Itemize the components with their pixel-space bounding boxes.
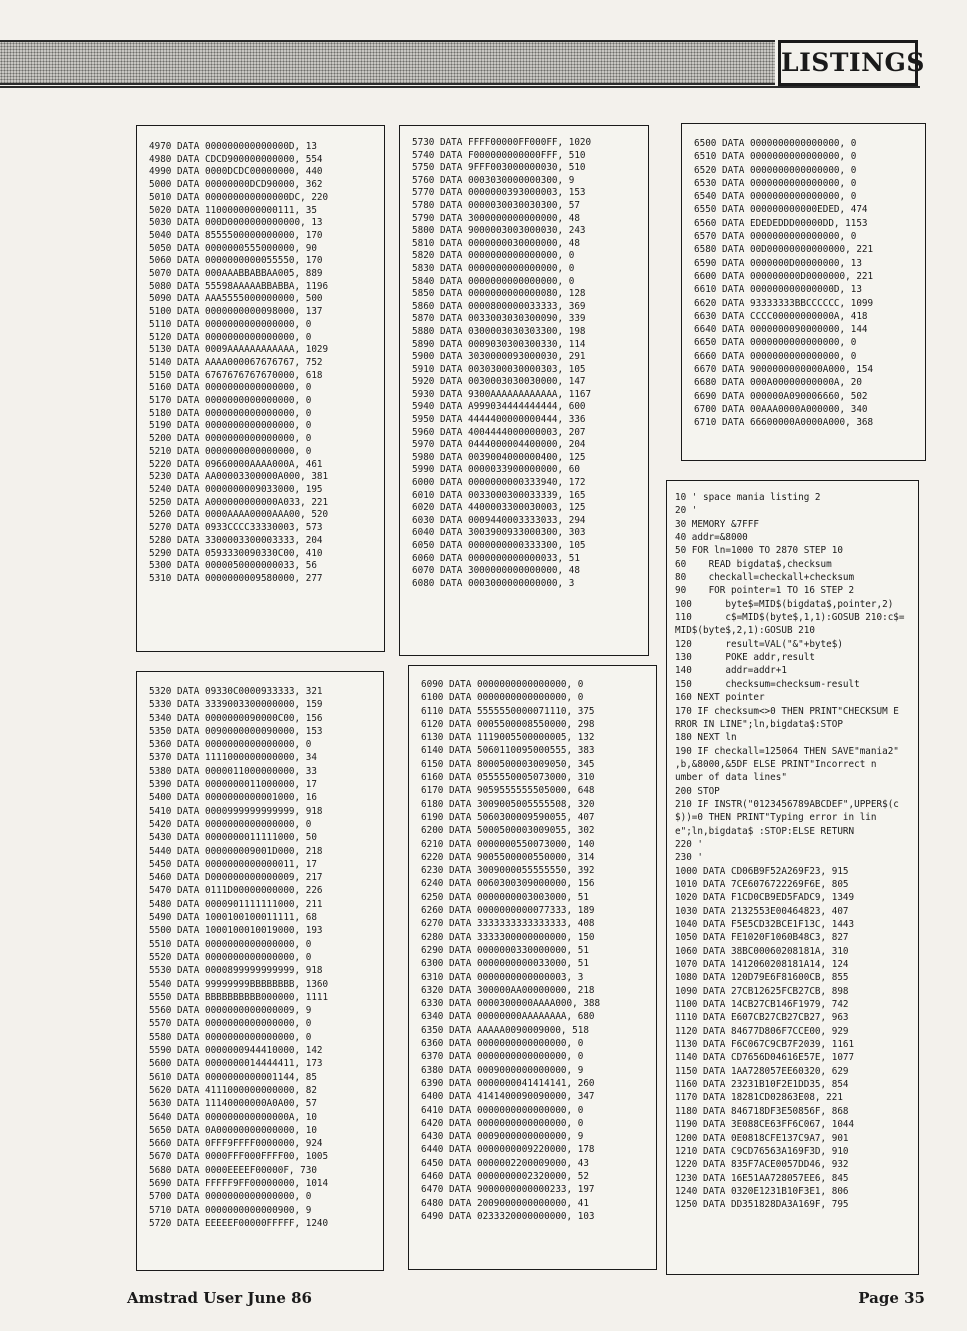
code-line: 5170 DATA 0000000000000000, 0 [149,395,312,407]
code-line: 5460 DATA D000000000000009, 217 [149,872,323,884]
section-label: LISTINGS [778,40,918,86]
code-line: 5670 DATA 0000FFF000FFFF00, 1005 [149,1151,329,1163]
listing-panel-col1-top [136,125,385,652]
code-line: 6670 DATA 9000000000000A000, 154 [694,364,874,376]
code-line: 6500 DATA 0000000000000000, 0 [694,138,857,149]
code-line: 6030 DATA 0009440003333033, 294 [412,514,586,526]
footer-magazine-title: Amstrad User June 86 [127,1289,312,1307]
code-line: 5950 DATA 4444400000000444, 336 [412,414,586,426]
code-line: 5630 DATA 11140000000A0A00, 57 [149,1098,317,1110]
code-line: 6630 DATA CCCC00000000000A, 418 [694,310,868,322]
code-line: 6350 DATA AAAAA0090009000, 518 [421,1024,589,1036]
code-line: 5770 DATA 0000000393000003, 153 [412,187,586,199]
code-line: e";ln,bigdata$ :STOP:ELSE RETURN [675,825,855,837]
code-line: 1020 DATA F1CD0CB9ED5FADC9, 1349 [675,892,855,904]
code-line: MID$(byte$,2,1):GOSUB 210 [675,625,815,637]
header-rule [0,86,920,88]
code-line: 6460 DATA 0000000002320000, 52 [421,1170,589,1182]
code-line: 5890 DATA 0009030300300330, 114 [412,338,586,350]
code-line: 5820 DATA 0000000000000000, 0 [412,250,575,262]
code-line: 5490 DATA 1000100100011111, 68 [149,912,317,924]
code-line: 5640 DATA 000000000000000A, 10 [149,1111,317,1123]
listing-panel-col3-top [681,123,926,461]
code-line: 5280 DATA 3300003300003333, 204 [149,534,323,546]
code-line: 5350 DATA 0090000000090000, 153 [149,725,323,737]
code-line: 1100 DATA 14CB27CB146F1979, 742 [675,999,849,1011]
code-line: 5520 DATA 0000000000000000, 0 [149,951,312,963]
code-line: 80 checkall=checkall+checksum [675,572,855,584]
code-line: 6040 DATA 3003900933000300, 303 [412,527,586,539]
listing-panel-col1-bottom [136,671,384,1271]
code-line: 180 NEXT ln [675,732,737,744]
code-line: 6440 DATA 0000000009220000, 178 [421,1144,595,1156]
code-line: 5880 DATA 0300003030303300, 198 [412,325,586,337]
code-line: 5070 DATA 000AAABBABBAA005, 889 [149,268,323,280]
code-line: 6280 DATA 3333300000000000, 150 [421,931,595,943]
code-line: 1090 DATA 27CB12625FCB27CB, 898 [675,985,849,997]
code-line: 5900 DATA 3030000093000030, 291 [412,351,586,363]
code-line: 5570 DATA 0000000000000000, 0 [149,1018,312,1030]
code-line: 5910 DATA 0030300030000303, 105 [412,363,586,375]
code-line: 6520 DATA 0000000000000000, 0 [694,164,857,176]
code-line: 6220 DATA 9005500000550000, 314 [421,851,595,863]
code-line: 5530 DATA 0000899999999999, 918 [149,965,323,977]
code-line: 1170 DATA 18281CD02863E08, 221 [675,1092,843,1104]
code-line: 6340 DATA 00000000AAAAAAAA, 680 [421,1011,595,1023]
header-pattern-bar [0,40,775,85]
code-line: 20 ' [675,505,698,517]
code-line: 6180 DATA 3009005005555508, 320 [421,798,595,810]
code-line: 5980 DATA 0039004000000400, 125 [412,451,586,463]
code-line: 230 ' [675,852,703,864]
code-line: umber of data lines" [675,772,787,784]
code-line: 40 addr=&8000 [675,532,748,544]
code-line: 4980 DATA CDCD900000000000, 554 [149,153,323,165]
code-line: 5130 DATA 0009AAAAAAAAAAAA, 1029 [149,344,329,356]
code-line: 4990 DATA 0000DCDC00000000, 440 [149,166,323,178]
code-line: 1070 DATA 1412060208181A14, 124 [675,959,849,971]
code-line: 5810 DATA 0000000030000000, 48 [412,237,580,249]
code-line: 50 FOR ln=1000 TO 2870 STEP 10 [675,545,843,557]
code-line: 5780 DATA 0000030030030300, 57 [412,199,580,211]
code-line: 5960 DATA 4004444000000003, 207 [412,426,586,438]
code-line: 5590 DATA 0000000944410000, 142 [149,1045,323,1057]
code-line: 5030 DATA 000D0000000000000, 13 [149,217,323,229]
code-line: 130 POKE addr,result [675,652,815,664]
code-line: 5180 DATA 0000000000000000, 0 [149,407,312,419]
code-line: 5800 DATA 9000003003000030, 243 [412,225,586,237]
code-line: 5790 DATA 3000000000000000, 48 [412,212,580,224]
code-line: 5690 DATA FFFFF9FF00000000, 1014 [149,1177,329,1189]
code-line: 6590 DATA 0000000D00000000, 13 [694,257,862,269]
code-line: 6410 DATA 0000000000000000, 0 [421,1104,584,1116]
code-line: 5760 DATA 0003030000000300, 9 [412,174,575,186]
code-line: 5710 DATA 0000000000000900, 9 [149,1204,312,1216]
code-line: 5300 DATA 0000050000000033, 56 [149,560,317,572]
code-line: 5100 DATA 0000000000098000, 137 [149,306,323,318]
code-line: 6260 DATA 0000000000077333, 189 [421,905,595,917]
code-line: 140 addr=addr+1 [675,665,787,677]
code-line: 5040 DATA 8555500000000000, 170 [149,229,323,241]
code-line: 6420 DATA 0000000000000000, 0 [421,1117,584,1129]
code-line: 6240 DATA 0060300309000000, 156 [421,878,595,890]
code-line: 1150 DATA 1AA728057EE60320, 629 [675,1065,849,1077]
code-line: 30 MEMORY &7FFF [675,518,759,530]
code-line: 10 ' space mania listing 2 [675,492,821,503]
code-line: 1120 DATA 84677D806F7CCE00, 929 [675,1025,849,1037]
code-line: 6570 DATA 0000000000000000, 0 [694,231,857,243]
code-line: 150 checksum=checksum-result [675,678,860,690]
code-line: 160 NEXT pointer [675,692,765,704]
code-line: 5480 DATA 0000901111111000, 211 [149,898,323,910]
code-line: 6000 DATA 0000000000333940, 172 [412,477,586,489]
code-line: 4970 DATA 000000000000000D, 13 [149,141,317,152]
code-line: 6560 DATA EDEDEDDD00000DD, 1153 [694,217,868,229]
code-line: 5650 DATA 0A00000000000000, 10 [149,1124,317,1136]
code-line: 5360 DATA 0000000000000000, 0 [149,739,312,751]
code-line: 6090 DATA 0000000000000000, 0 [421,679,584,690]
code-line: 1210 DATA C9CD76563A169F3D, 910 [675,1145,849,1157]
code-line: 5410 DATA 0000999999999999, 918 [149,805,323,817]
code-line: 6710 DATA 66600000A0000A000, 368 [694,417,874,429]
code-line: 5680 DATA 0000EEEEF00000F, 730 [149,1164,317,1176]
code-line: 190 IF checkall=125064 THEN SAVE"mania2" [675,745,899,757]
code-line: 120 result=VAL("&"+byte$) [675,638,843,650]
code-line: 5020 DATA 1100000000000111, 35 [149,204,317,216]
code-line: 170 IF checksum<>0 THEN PRINT"CHECKSUM E [675,705,899,717]
code-line: 5470 DATA 0111D00000000000, 226 [149,885,323,897]
code-line: ,b,&8000,&5DF ELSE PRINT"Incorrect n [675,758,877,770]
footer-page-number: Page 35 [858,1289,925,1307]
code-line: 1010 DATA 7CE6076722269F6E, 805 [675,878,849,890]
code-line: 5940 DATA A999034444444444, 600 [412,401,586,413]
code-line: $))=0 THEN PRINT"Typing error in lin [675,812,877,824]
code-line: 6660 DATA 0000000000000000, 0 [694,350,857,362]
code-line: 1220 DATA 835F7ACE0057DD46, 932 [675,1159,849,1171]
code-line: 60 READ bigdata$,checksum [675,558,832,570]
code-line: 1000 DATA CD06B9F52A269F23, 915 [675,865,849,877]
code-line: 1140 DATA CD7656D04616E57E, 1077 [675,1052,855,1064]
code-line: 5210 DATA 0000000000000000, 0 [149,445,312,457]
code-line: 5860 DATA 0000800000033333, 369 [412,300,586,312]
code-line: 6390 DATA 0000000041414141, 260 [421,1077,595,1089]
code-line: 6470 DATA 9000000000000233, 197 [421,1184,595,1196]
code-line: 5190 DATA 0000000000000000, 0 [149,420,312,432]
code-line: 5340 DATA 0000000090000C00, 156 [149,712,323,724]
code-line: 6680 DATA 000A00000000000A, 20 [694,377,862,389]
code-line: 6210 DATA 0000000550073000, 140 [421,838,595,850]
code-line: 6580 DATA 00D00000000000000, 221 [694,244,874,256]
code-line: 1080 DATA 120D79E6F81600CB, 855 [675,972,849,984]
code-line: 5330 DATA 3339003300000000, 159 [149,699,323,711]
code-line: 5740 DATA F000000000000FFF, 510 [412,149,586,161]
code-line: 1030 DATA 2132553E00464823, 407 [675,905,849,917]
code-line: 6400 DATA 4141400090090000, 347 [421,1091,595,1103]
code-line: 5700 DATA 0000000000000000, 0 [149,1191,312,1203]
code-line: 5370 DATA 1111000000000000, 34 [149,752,317,764]
code-line: 5450 DATA 0000000000000011, 17 [149,858,317,870]
code-line: 6380 DATA 0009000000000000, 9 [421,1064,584,1076]
code-line: 1240 DATA 0320E1231B10F3E1, 806 [675,1185,849,1197]
code-line: 1040 DATA F5E5CD32BCE1F13C, 1443 [675,919,855,930]
code-line: 5000 DATA 00000000DCD90000, 362 [149,179,323,191]
code-line: 5290 DATA 0593330090330C00, 410 [149,547,323,559]
code-line: 5120 DATA 0000000000000000, 0 [149,331,312,343]
code-line: 6060 DATA 0000000000000033, 51 [412,552,580,564]
code-line: 5250 DATA A000000000000A033, 221 [149,496,329,508]
code-line: 6250 DATA 0000000003003000, 51 [421,891,589,903]
code-line: 5240 DATA 0000000009033000, 195 [149,483,323,495]
code-line: 5050 DATA 0000000555000000, 90 [149,242,317,254]
code-line: 1200 DATA 0E0818CFE137C9A7, 901 [675,1132,849,1144]
code-line: 5580 DATA 0000000000000000, 0 [149,1031,312,1043]
code-line: 5540 DATA 99999999BBBBBBBB, 1360 [149,978,329,990]
code-line: 5080 DATA 55598AAAAABBABBA, 1196 [149,280,329,292]
code-line: 6370 DATA 0000000000000000, 0 [421,1051,584,1063]
code-line: 5930 DATA 9300AAAAAAAAAAAA, 1167 [412,388,592,400]
code-line: 5830 DATA 0000000000000000, 0 [412,262,575,274]
listing-panel-col2-top [399,125,649,656]
code-line: 6300 DATA 0000000000033000, 51 [421,958,589,970]
code-line: 5150 DATA 6767676767670000, 618 [149,369,323,381]
code-line: 6540 DATA 0000000000000000, 0 [694,191,857,203]
code-line: 5620 DATA 4111000000000000, 82 [149,1084,317,1096]
code-line: 5160 DATA 0000000000000000, 0 [149,382,312,394]
code-line: 5140 DATA AAAA000067676767, 752 [149,356,323,368]
code-line: 5600 DATA 0000000014444411, 173 [149,1058,323,1070]
code-line: 6330 DATA 0000300000AAAA000, 388 [421,998,601,1010]
code-line: 6620 DATA 93333333BBCCCCCC, 1099 [694,297,874,309]
code-line: 5430 DATA 0000000011111000, 50 [149,832,317,844]
code-line: 6120 DATA 0005500008550000, 298 [421,718,595,730]
code-line: 5870 DATA 0033003030300090, 339 [412,313,586,325]
code-line: 5840 DATA 0000000000000000, 0 [412,275,575,287]
code-line: 6010 DATA 0033000300033339, 165 [412,489,586,501]
code-line: 6550 DATA 000000000000EDED, 474 [694,204,868,216]
code-line: 220 ' [675,838,703,850]
code-line: 5420 DATA 0000000000000000, 0 [149,818,312,830]
code-line: 5610 DATA 0000000000001144, 85 [149,1071,317,1083]
code-line: 6160 DATA 0555550005073000, 310 [421,772,595,784]
code-line: 6650 DATA 0000000000000000, 0 [694,337,857,349]
code-line: 5400 DATA 0000000000001000, 16 [149,792,317,804]
code-line: 5970 DATA 0444000004400000, 204 [412,439,586,451]
code-line: 5270 DATA 0933CCCC33330003, 573 [149,522,323,534]
code-line: 1050 DATA FE1020F1060B48C3, 827 [675,932,849,944]
code-line: 6510 DATA 0000000000000000, 0 [694,151,857,163]
code-line: 5550 DATA BBBBBBBBBB000000, 1111 [149,991,329,1003]
code-line: 210 IF INSTR("0123456789ABCDEF",UPPER$(c [675,798,899,810]
code-line: 6530 DATA 0000000000000000, 0 [694,177,857,189]
code-line: 5110 DATA 0000000000000000, 0 [149,318,312,330]
code-line: 6150 DATA 8000500003009050, 345 [421,758,595,770]
code-line: 5310 DATA 0000000009580000, 277 [149,572,323,584]
code-line: 6480 DATA 2009000000000000, 41 [421,1197,589,1209]
code-line: 6130 DATA 1119005500000005, 132 [421,732,595,744]
code-line: 6190 DATA 5060300009590055, 407 [421,811,595,823]
code-line: 6610 DATA 000000000000000D, 13 [694,284,862,296]
code-line: 5750 DATA 9FFF003000000030, 510 [412,162,586,174]
code-line: 6700 DATA 00AAA0000A000000, 340 [694,403,868,415]
listing-panel-col2-bottom [408,665,657,1270]
code-line: 1060 DATA 38BC00060208181A, 310 [675,945,849,957]
code-line: 5380 DATA 0000011000000000, 33 [149,765,317,777]
code-line: 6110 DATA 5555550000071110, 375 [421,705,595,717]
code-line: 5010 DATA 000000000000000DC, 220 [149,191,329,203]
code-line: 5260 DATA 0000AAAA0000AAA00, 520 [149,509,329,521]
code-line: 5510 DATA 0000000000000000, 0 [149,938,312,950]
code-line: 6640 DATA 0000000090000000, 144 [694,324,868,336]
code-line: 5850 DATA 0000000000000080, 128 [412,288,586,300]
code-line: 6290 DATA 0000000330000000, 51 [421,944,589,956]
code-line: 6080 DATA 0003000000000000, 3 [412,577,575,589]
code-line: 5660 DATA 0FFF9FFFF0000000, 924 [149,1138,323,1150]
code-line: 5390 DATA 0000000011000000, 17 [149,779,317,791]
code-line: 5090 DATA AAA5555000000000, 500 [149,293,323,305]
code-line: 6270 DATA 3333333333333333, 408 [421,918,595,930]
code-line: 6320 DATA 300000AA00000000, 218 [421,984,595,996]
code-line: 6070 DATA 3000000000000000, 48 [412,565,580,577]
code-line: 200 STOP [675,785,720,797]
code-line: 5990 DATA 0000033900000000, 60 [412,464,580,476]
code-line: 5730 DATA FFFF00000FF000FF, 1020 [412,137,592,148]
code-line: 6430 DATA 0009000000000000, 9 [421,1131,584,1143]
code-line: 6310 DATA 0000000000000003, 3 [421,971,584,983]
code-line: 90 FOR pointer=1 TO 16 STEP 2 [675,585,855,597]
code-line: 6170 DATA 9059555555505000, 648 [421,785,595,797]
code-line: 5320 DATA 09330C0000933333, 321 [149,686,323,697]
code-line: 6450 DATA 0000002200009000, 43 [421,1157,589,1169]
code-line: 5200 DATA 0000000000000000, 0 [149,433,312,445]
code-line: 1160 DATA 23231B10F2E1DD35, 854 [675,1079,849,1091]
code-line: 6200 DATA 5000500003009055, 302 [421,825,595,837]
code-line: 5060 DATA 0000000000055550, 170 [149,255,323,267]
code-line: 1230 DATA 16E51AA728057EE6, 845 [675,1172,849,1184]
code-line: 100 byte$=MID$(bigdata$,pointer,2) [675,598,894,610]
code-line: 1130 DATA F6C067C9CB7F2039, 1161 [675,1039,855,1051]
code-line: 6140 DATA 5060110095000555, 383 [421,745,595,757]
code-line: 5230 DATA AA00003300000A000, 381 [149,471,329,483]
code-line: 6600 DATA 000000000D0000000, 221 [694,270,874,282]
code-line: 6230 DATA 3009000055555550, 392 [421,865,595,877]
code-line: 6690 DATA 000000A090006660, 502 [694,390,868,402]
code-line: 1250 DATA DD351828DA3A169F, 795 [675,1199,849,1211]
code-line: 5720 DATA EEEEEF00000FFFFF, 1240 [149,1217,329,1229]
code-line: 6050 DATA 0000000000333300, 105 [412,540,586,551]
listing-panel-col3-bottom [666,480,919,1275]
code-line: 1190 DATA 3E088CE63FF6C067, 1044 [675,1119,855,1131]
code-line: 1110 DATA E607CB27CB27CB27, 963 [675,1012,849,1024]
code-line: 6100 DATA 0000000000000000, 0 [421,692,584,704]
code-line: 6360 DATA 0000000000000000, 0 [421,1038,584,1050]
code-line: 5500 DATA 1000100010019000, 193 [149,925,323,937]
code-line: 5220 DATA 09660000AAAA000A, 461 [149,458,323,470]
code-line: 5440 DATA 000000009001D000, 218 [149,845,323,857]
code-line: 5560 DATA 0000000000000009, 9 [149,1005,312,1017]
code-line: 110 c$=MID$(byte$,1,1):GOSUB 210:c$= [675,612,905,624]
code-line: 5920 DATA 0030003030030000, 147 [412,376,586,388]
code-line: 6490 DATA 0233320000000000, 103 [421,1210,595,1222]
code-line: RROR IN LINE";ln,bigdata$:STOP [675,718,843,730]
code-line: 6020 DATA 4400003300030003, 125 [412,502,586,514]
code-line: 1180 DATA 846718DF3E50856F, 868 [675,1105,849,1117]
